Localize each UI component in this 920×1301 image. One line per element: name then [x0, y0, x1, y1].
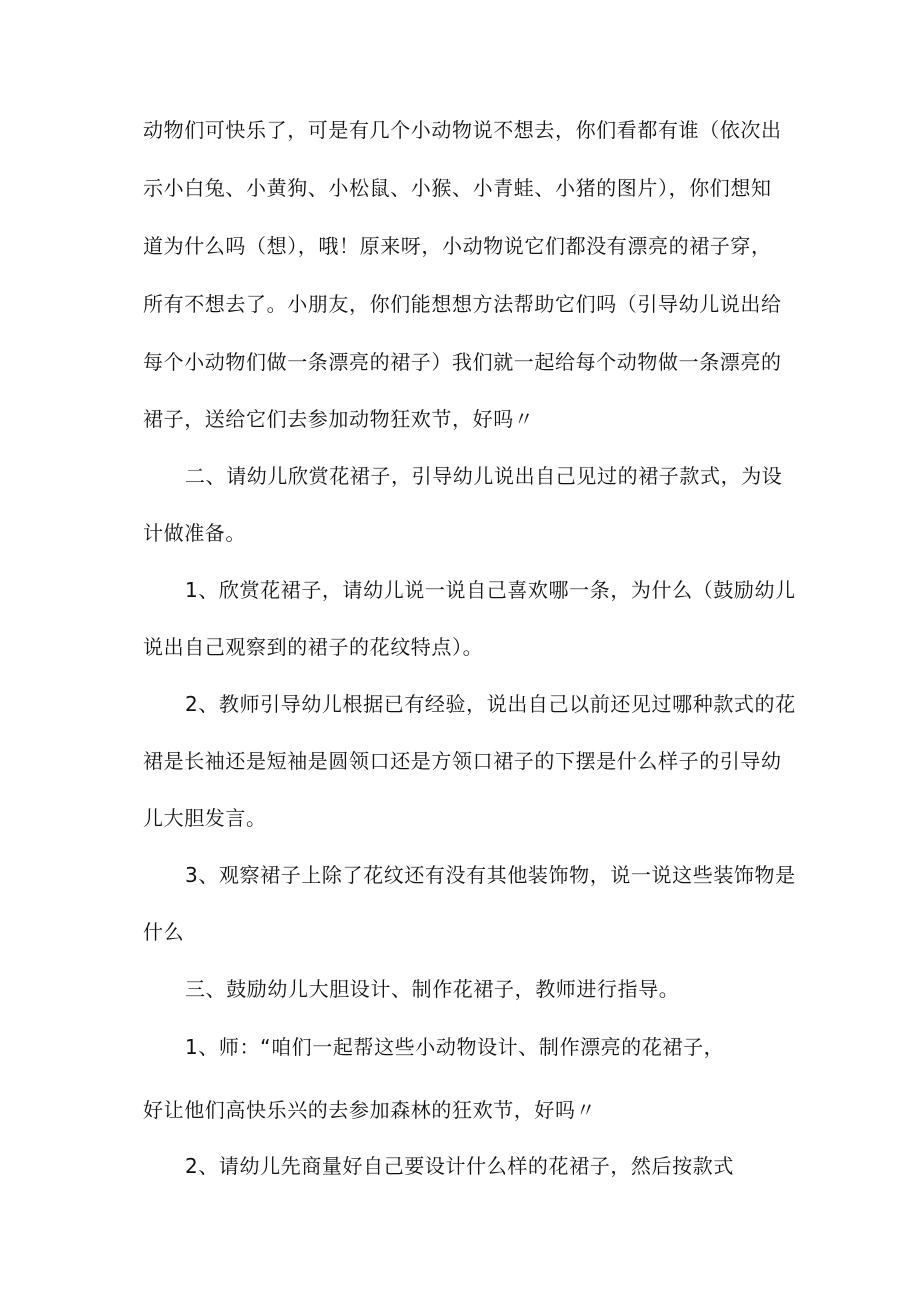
text-line-1: 动物们可快乐了，可是有几个小动物说不想去，你们看都有谁（依次出 — [143, 118, 782, 142]
step-2-line-1: 2、请幼儿先商量好自己要设计什么样的花裙子，然后按款式 — [185, 1154, 734, 1178]
item-3-line-2: 什么 — [143, 920, 185, 944]
item-1-line-1: 1、欣赏花裙子，请幼儿说一说自己喜欢哪一条，为什么（鼓励幼儿 — [185, 578, 796, 602]
item-2-line-1: 2、教师引导幼儿根据已有经验，说出自己以前还见过哪种款式的花 — [185, 692, 796, 716]
section-three-heading: 三、鼓励幼儿大胆设计、制作花裙子，教师进行指导。 — [185, 977, 680, 1001]
item-2-line-3: 儿大胆发言。 — [143, 806, 267, 830]
text-line-2: 示小白兔、小黄狗、小松鼠、小猴、小青蛙、小猪的图片），你们想知 — [143, 176, 772, 200]
text-line-5: 每个小动物们做一条漂亮的裙子）我们就一起给每个动物做一条漂亮的 — [143, 350, 782, 374]
section-two-heading: 二、请幼儿欣赏花裙子，引导幼儿说出自己见过的裙子款式，为设 — [185, 464, 783, 488]
item-1-line-2: 说出自己观察到的裙子的花纹特点）。 — [143, 635, 484, 659]
text-line-8: 计做准备。 — [143, 521, 246, 545]
step-1-line-1: 1、师：“咱们一起帮这些小动物设计、制作漂亮的花裙子， — [185, 1035, 725, 1059]
item-3-line-1: 3、观察裙子上除了花纹还有没有其他装饰物，说一说这些装饰物是 — [185, 863, 796, 887]
text-line-6: 裙子，送给它们去参加动物狂欢节，好吗〃 — [143, 407, 535, 431]
item-2-line-2: 裙是长袖还是短袖是圆领口还是方领口裙子的下摆是什么样子的引导幼 — [143, 749, 782, 773]
text-line-3: 道为什么吗（想），哦！原来呀，小动物说它们都没有漂亮的裙子穿， — [143, 234, 772, 258]
step-1-line-2: 好让他们高快乐兴的去参加森林的狂欢节，好吗〃 — [143, 1098, 597, 1122]
text-line-4: 所有不想去了。小朋友，你们能想想方法帮助它们吗（引导幼儿说出给 — [143, 292, 782, 316]
